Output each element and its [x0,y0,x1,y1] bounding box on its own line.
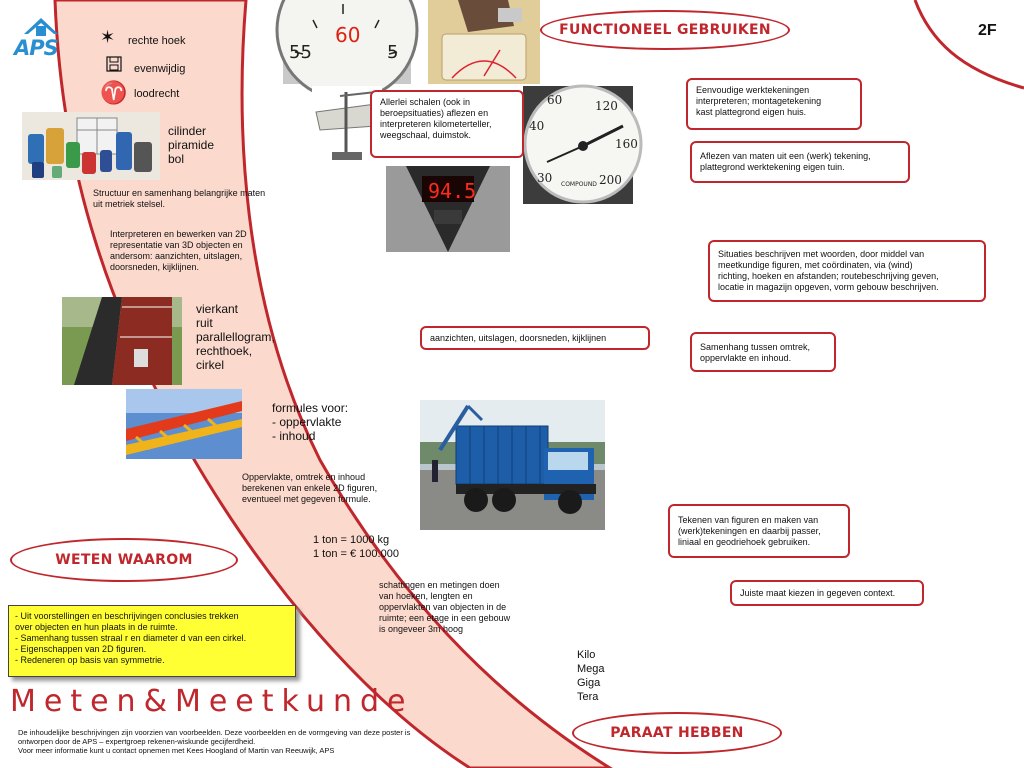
box-juiste-maat: Juiste maat kiezen in gegeven context. [730,580,924,606]
label-evenwijdig: evenwijdig [134,63,186,75]
logo-text: APS [14,36,58,60]
photo-truss [126,389,242,459]
aps-logo [12,16,70,62]
asterisk-icon: ✶ [100,27,116,47]
shape-vierkant: vierkant [196,302,239,316]
dial-num-40: 40 [529,119,545,133]
stopwatch-num-5: 5 [387,42,399,63]
formules: formules voor: - oppervlakte - inhoud [272,401,349,443]
photo-stopwatch [283,0,411,84]
dial-num-60: 60 [547,93,563,107]
oval-functioneel-gebruiken: FUNCTIONEEL GEBRUIKEN [540,10,790,50]
page-number: 2F [978,22,997,39]
oval-paraat-hebben: PARAAT HEBBEN [572,712,782,754]
ton-text: 1 ton = 1000 kg 1 ton = € 100.000 [313,534,399,560]
shape-ruit: ruit [196,316,213,330]
floppy-icon [106,56,122,77]
stopwatch-num-55: 55 [289,42,312,63]
text-oppervlakte: Oppervlakte, omtrek en inhoud berekenen van enkele 2D figuren, eventueel met gegeven formule. [242,472,378,504]
dial-num-200: 200 [599,173,622,187]
dial-num-160: 160 [615,137,638,151]
prefix-mega: Mega [577,663,605,675]
dial-num-120: 120 [595,99,618,113]
footer: De inhoudelijke beschrijvingen zijn voorzien van voorbeelden. Deze voorbeelden en de vormgeving van deze poster is ontworpen door de APS – expertgroep rekenen-wiskunde gecijferdheid. Voor meer informatie kunt u contact opnemen met Kees Hoogland of Martin van Reeuwijk, APS [18,728,411,755]
stopwatch-num-60: 60 [335,23,361,47]
scale-display: 94.5 [428,179,477,203]
text-schattingen: schattingen en metingen doen van hoeken, lengten en oppervlakten van objecten in de ruimte; een etage in een gebouw is ongeveer 3m hoog [379,580,511,634]
photo-roof-house [62,297,182,385]
box-samenhang: Samenhang tussen omtrek, oppervlakte en inhoud. [690,332,836,372]
text-structuur: Structuur en samenhang belangrijke maten uit metriek stelsel. [93,188,266,209]
solid-piramide: piramide [168,138,215,152]
shape-parallellogram: parallellogram, [196,330,275,344]
label-loodrecht: loodrecht [134,88,180,100]
shape-cirkel: cirkel [196,358,225,372]
solids-list [168,124,214,166]
label-rechte-hoek: rechte hoek [128,35,186,47]
shapes-2d-list [196,302,275,372]
photo-digital-scale [386,166,510,252]
aries-icon: ♈ [100,80,128,105]
prefix-tera: Tera [577,691,599,703]
box-situaties: Situaties beschrijven met woorden, door middel van meetkundige figuren, met coördinaten, via (wind) richting, hoeken en afstanden; routebeschrijving geven, locatie in magazijn opgeven, vorm gebouw beschrijven. [708,240,986,302]
photo-truck [420,400,605,530]
prefix-kilo: Kilo [577,649,596,661]
text-interpreteren: Interpreteren en bewerken van 2D representatie van 3D objecten en andersom: aanzichten, uitslagen, doorsneden, kijklijnen. [110,229,247,272]
dial-label: COMPOUND [561,181,597,188]
photo-containers [22,112,160,180]
shape-rechthoek: rechthoek, [196,344,253,358]
solid-bol: bol [168,152,185,166]
yellow-note: - Uit voorstellingen en beschrijvingen conclusies trekken over objecten en hun plaats in de ruimte. - Samenhang tussen straal r en diameter d van een cirkel. - Eigenschappen van 2D figuren. - Redeneren op basis van symmetrie. [8,605,296,677]
box-tekenen: Tekenen van figuren en maken van (werk)tekeningen en daarbij passer, liniaal en geodriehoek gebruiken. [668,504,850,558]
oval-weten-waarom: WETEN WAAROM [10,538,238,582]
prefixes-list [577,648,605,704]
photo-pressure-gauge [523,86,638,204]
prefix-giga: Giga [577,677,601,689]
box-schalen: Allerlei schalen (ook in beroepsituaties) aflezen en interpreteren kilometerteller, weegschaal, duimstok. [370,90,524,158]
page-title: Meten&Meetkunde [10,684,414,719]
dial-num-30: 30 [537,171,553,185]
box-werktekeningen: Eenvoudige werktekeningen interpreteren; montagetekening kast plattegrond eigen huis. [686,78,862,130]
solid-cilinder: cilinder [168,124,207,138]
photo-hand-scale [428,0,540,84]
box-aanzichten: aanzichten, uitslagen, doorsneden, kijklijnen [420,326,650,350]
box-aflezen: Aflezen van maten uit een (werk) tekening, plattegrond werktekening eigen tuin. [690,141,910,183]
